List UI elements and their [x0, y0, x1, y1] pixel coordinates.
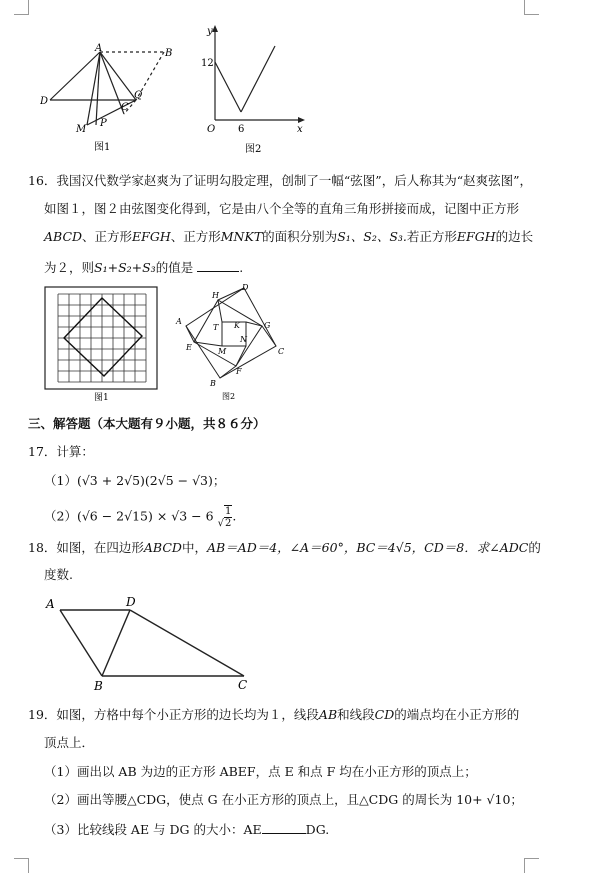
q18-label-d: D	[126, 595, 136, 609]
q16-fig2-c: C	[278, 347, 285, 356]
q16-text: 、正方形	[82, 229, 133, 244]
q16-fig2-t: T	[213, 323, 219, 332]
q16-square-mnkt: MNKT	[220, 229, 263, 244]
fig1-label-m: M	[76, 124, 87, 135]
q16-fig2-n: N	[240, 335, 247, 344]
q17-part2-end: .	[232, 508, 237, 524]
fig1-label-p: P	[100, 118, 107, 129]
q16-text: 的值是	[155, 260, 194, 275]
q16-fig2-e: E	[186, 343, 192, 352]
q16-areas: S₁、S₂、S₃.	[337, 229, 407, 244]
q16-figure-2	[172, 282, 297, 404]
q18-figure	[40, 592, 270, 694]
q16-text: 若正方形	[406, 229, 457, 244]
fig1-label-d: D	[40, 96, 49, 107]
q16-fig2-a: A	[176, 317, 182, 326]
q16-fig2-b: B	[210, 379, 216, 388]
q19-part1: （1）画出以 AB 为边的正方形 ABEF，点 E 和点 F 均在小正方形的顶点上；	[44, 764, 477, 779]
q17-part1	[44, 473, 225, 488]
q17-part2-expr: (√6 − 2√15) × √3 − 6	[76, 508, 214, 524]
q19-line2: 顶点上．	[44, 735, 95, 750]
q16-line2: 如图１，图２由弦图变化得到，它是由八个全等的直角三角形拼接而成，记图中正方形	[44, 201, 520, 216]
q17-part1-label: （1）	[44, 473, 77, 488]
q19-text: 和线段	[337, 707, 375, 722]
q18-text: 中，	[181, 540, 207, 555]
q16-fig2-k: K	[234, 321, 240, 330]
q18-text: 18．如图，在四边形	[28, 540, 144, 555]
q17-frac-den: 2	[224, 518, 232, 529]
q19-text: 19．如图，方格中每个小正方形的边长均为１，线段	[28, 707, 319, 722]
corner-mark-bottom-left	[14, 858, 29, 873]
corner-mark-top-right	[524, 0, 539, 15]
top-figure-2	[195, 22, 310, 157]
q16-line3	[44, 229, 533, 244]
q16-text: 、正方形	[170, 229, 221, 244]
fig2-origin: O	[207, 124, 216, 135]
q16-fig2-m: M	[218, 347, 227, 356]
q19-part3	[44, 820, 329, 837]
fig2-caption: 图2	[245, 144, 262, 155]
q16-square-abcd: ABCD	[44, 229, 83, 244]
q16-square-efgh: EFGH	[132, 229, 171, 244]
q16-fig2-d: D	[242, 283, 249, 292]
q19-part2: （2）画出等腰△CDG，使点 G 在小正方形的顶点上，且△CDG 的周长为 10+ √10；	[44, 792, 523, 807]
q19-line1	[28, 707, 519, 722]
q16-line4	[44, 258, 243, 275]
q18-label-c: C	[238, 678, 248, 692]
fig1-label-q: Q	[134, 90, 143, 101]
fig2-x-tick: 6	[238, 124, 245, 135]
q16-fig2-g: G	[264, 321, 271, 330]
q18-line1	[28, 540, 541, 555]
q16-answer-blank[interactable]	[197, 258, 239, 272]
q19-segment-ab: AB	[318, 707, 338, 722]
q16-line1: 16．我国汉代数学家赵爽为了证明勾股定理，创制了一幅“弦图”，后人称其为“赵爽弦图”，	[28, 173, 532, 188]
q19-part3-text: （3）比较线段 AE 与 DG 的大小：AE	[44, 822, 262, 837]
q18-line2: 度数.	[44, 567, 73, 582]
q19-segment-cd: CD	[374, 707, 395, 722]
section-3-title: 三、解答题（本大题有９小题，共８６分）	[28, 416, 266, 431]
fig2-y-tick: 12	[201, 58, 214, 69]
q16-text: .	[239, 260, 244, 275]
q16-text: 的边长	[495, 229, 534, 244]
q17-part2	[44, 505, 236, 529]
q17-label: 17．计算：	[28, 444, 94, 459]
q16-fig2-caption: 图2	[222, 392, 236, 401]
q18-quad: ABCD	[143, 540, 182, 555]
q16-fig2-h: H	[212, 291, 219, 300]
corner-mark-top-left	[14, 0, 29, 15]
top-figure-1	[40, 40, 190, 155]
q18-conditions: AB＝AD＝4，∠A＝60°，BC＝4√5，CD＝8．求∠ADC	[206, 540, 529, 555]
fig2-axis-y: y	[207, 26, 213, 37]
q18-text: 的	[528, 540, 541, 555]
q17-part2-fraction: √ $\frac{1}{2}$	[217, 506, 232, 529]
fig1-label-c: C	[121, 102, 129, 113]
q16-figure-1	[44, 286, 159, 404]
q16-fig1-caption: 图1	[94, 393, 109, 403]
q19-part3-end: DG.	[305, 822, 330, 837]
q16-text: 为２，则	[44, 260, 95, 275]
fig1-label-b: B	[165, 48, 173, 59]
corner-mark-bottom-right	[524, 858, 539, 873]
q19-text: 的端点均在小正方形的	[394, 707, 520, 722]
q17-part1-expr: (√3 + 2√5)(2√5 − √3)；	[76, 473, 226, 488]
q17-frac-num: 1	[224, 506, 232, 517]
q18-label-b: B	[94, 679, 103, 693]
q16-square-efgh-2: EFGH	[456, 229, 496, 244]
fig1-label-a: A	[95, 43, 103, 54]
q17-part2-label: （2）	[44, 508, 77, 524]
q16-sum: S₁+S₂+S₃	[94, 260, 156, 275]
fig2-axis-x: x	[297, 124, 303, 135]
fig1-caption: 图1	[94, 142, 111, 153]
q16-fig2-f: F	[236, 367, 242, 376]
q19-answer-blank[interactable]	[262, 820, 306, 834]
q16-text: 的面积分别为	[262, 229, 338, 244]
q18-label-a: A	[46, 597, 55, 611]
